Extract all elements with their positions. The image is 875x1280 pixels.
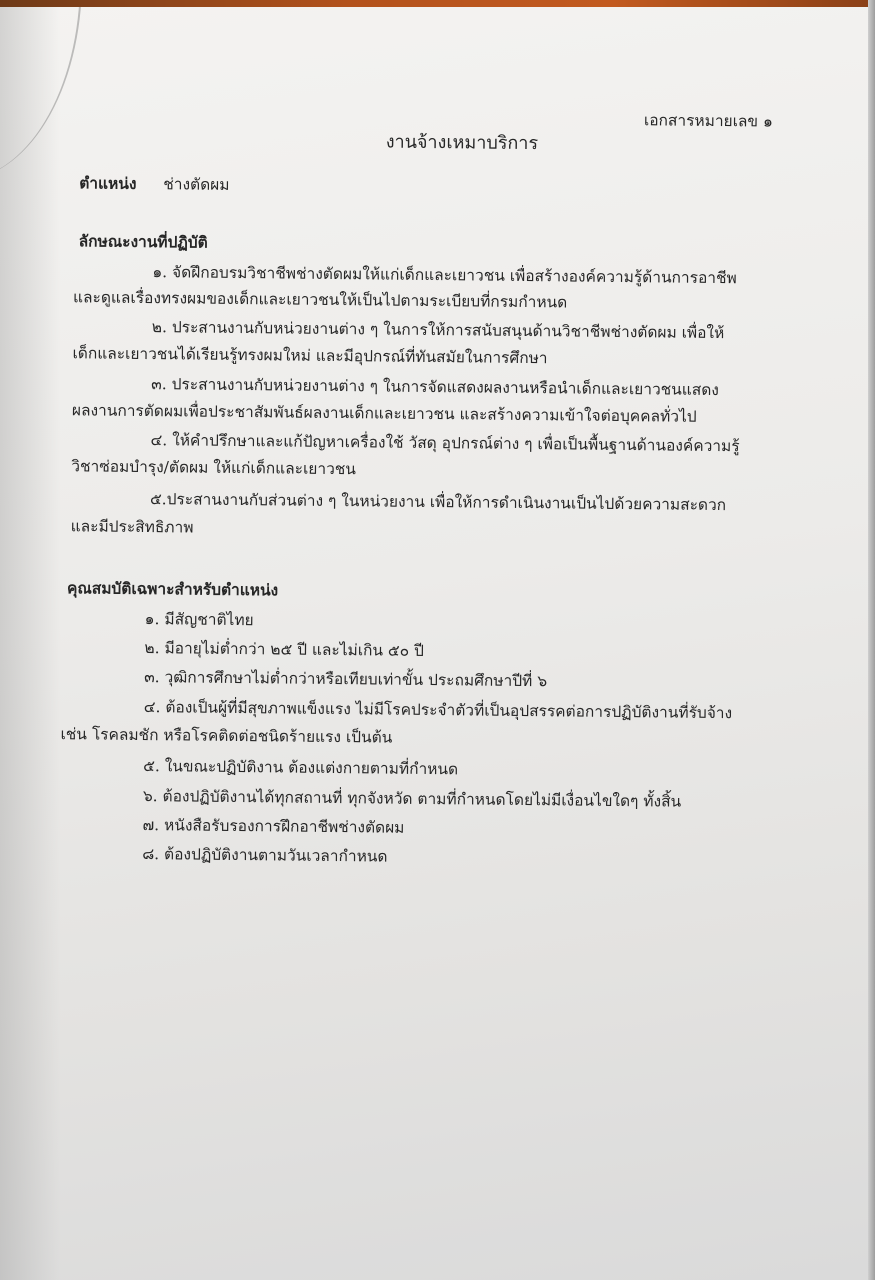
- duty-line: ๔. ให้คำปรึกษาและแก้ปัญหาเครื่องใช้ วัสดุ อุปกรณ์ต่าง ๆ เพื่อเป็นพื้นฐานด้านองค์ความรู้: [150, 431, 740, 456]
- doc-title: งานจ้างเหมาบริการ: [385, 131, 539, 155]
- duty-line: วิชาซ่อมบำรุง/ตัดผม ให้แก่เด็กและเยาวชน: [71, 457, 357, 479]
- qualification-item: ๕. ในขณะปฏิบัติงาน ต้องแต่งกายตามที่กำหนด: [143, 757, 459, 779]
- duty-line: ๕.ประสานงานกับส่วนต่าง ๆ ในหน่วยงาน เพื่อให้การดำเนินงานเป็นไปด้วยความสะดวก: [149, 490, 727, 515]
- duty-line: ๒. ประสานงานกับหน่วยงานต่าง ๆ ในการให้การสนับสนุนด้านวิชาชีพช่างตัดผม เพื่อให้: [151, 318, 725, 343]
- qualifications-heading: คุณสมบัติเฉพาะสำหรับตำแหน่ง: [66, 578, 279, 600]
- qualification-item: ๘. ต้องปฏิบัติงานตามวันเวลากำหนด: [142, 845, 388, 866]
- qualification-item: ๒. มีอายุไม่ต่ำกว่า ๒๕ ปี และไม่เกิน ๕๐ ปี: [144, 639, 425, 660]
- doc-number: เอกสารหมายเลข ๑: [643, 111, 773, 131]
- qualification-item: ๖. ต้องปฏิบัติงานได้ทุกสถานที่ ทุกจังหวัด ตามที่กำหนดโดยไม่มีเงื่อนไขใดๆ ทั้งสิ้น: [142, 787, 682, 811]
- duties-heading: ลักษณะงานที่ปฏิบัติ: [78, 231, 208, 252]
- qualification-item: ๑. มีสัญชาติไทย: [144, 610, 254, 630]
- qualification-item: ๓. วุฒิการศึกษาไม่ต่ำกว่าหรือเทียบเท่าขั้น ประถมศึกษาปีที่ ๖: [144, 668, 548, 691]
- duty-line: เด็กและเยาวชนได้เรียนรู้ทรงผมใหม่ และมีอุปกรณ์ที่ทันสมัยในการศึกษา: [72, 344, 548, 368]
- duty-line: และดูแลเรื่องทรงผมของเด็กและเยาวชนให้เป็นไปตามระเบียบที่กรมกำหนด: [73, 288, 568, 312]
- qualification-item: ๗. หนังสือรับรองการฝึกอาชีพช่างตัดผม: [142, 816, 405, 837]
- duty-line: ผลงานการตัดผมเพื่อประชาสัมพันธ์ผลงานเด็กและเยาวชน และสร้างความเข้าใจต่อบุคคลทั่วไป: [71, 401, 697, 426]
- position-label: ตำแหน่ง: [79, 173, 137, 193]
- duty-line: ๓. ประสานงานกับหน่วยงานต่าง ๆ ในการจัดแสดงผลงานหรือนำเด็กและเยาวชนแสดง: [151, 375, 719, 400]
- qualification-item: ๔. ต้องเป็นผู้ที่มีสุขภาพแข็งแรง ไม่มีโรคประจำตัวที่เป็นอุปสรรคต่อการปฏิบัติงานที่รับจ้าง: [143, 698, 733, 723]
- position-value: ช่างตัดผม: [163, 175, 230, 194]
- qualification-item: เช่น โรคลมชัก หรือโรคติดต่อชนิดร้ายแรง เป็นต้น: [60, 725, 393, 747]
- duty-line: และมีประสิทธิภาพ: [70, 517, 194, 537]
- duty-line: ๑. จัดฝึกอบรมวิชาชีพช่างตัดผมให้แก่เด็กและเยาวชน เพื่อสร้างองค์ความรู้ด้านการอาชีพ: [152, 263, 737, 288]
